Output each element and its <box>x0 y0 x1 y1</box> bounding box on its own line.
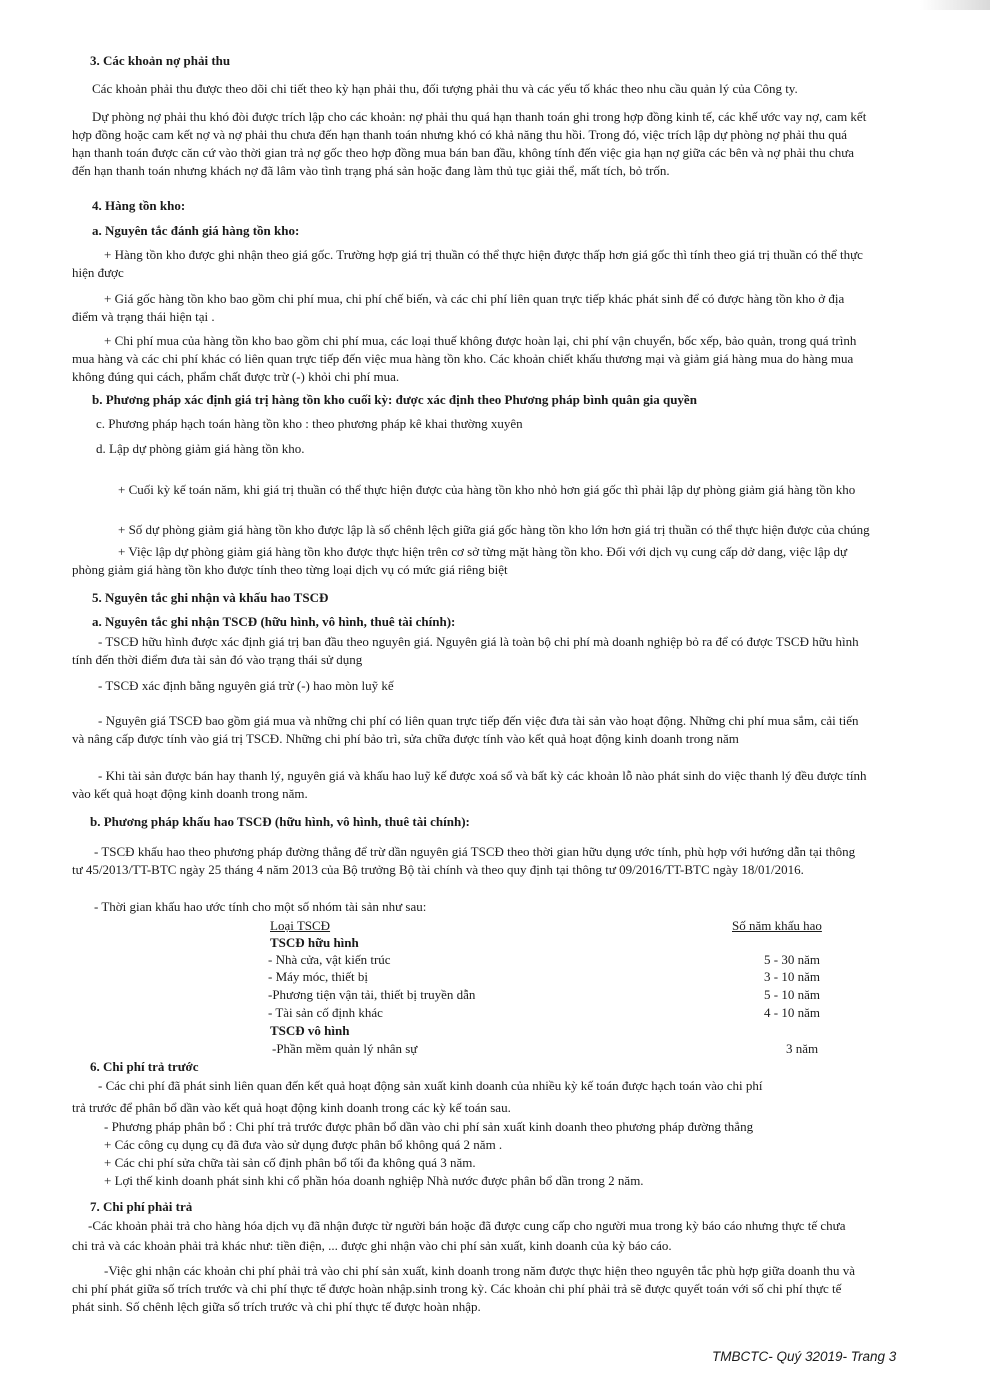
s4-d3-line: phòng giảm giá hàng tồn kho được tính theo từng loại dịch vụ có mức giá riêng biệt <box>72 562 508 577</box>
s5-a3-line: và nâng cấp được tính vào giá trị TSCĐ. Những chi phí bảo trì, sửa chữa được tính vào kết quả hoạt động kinh doanh trong năm <box>72 731 739 746</box>
s6-p5-line: + Lợi thế kinh doanh phát sinh khi cổ phần hóa doanh nghiệp Nhà nước được phân bổ dần trong 2 năm. <box>104 1173 644 1188</box>
s4-d1-line: + Cuối kỳ kế toán năm, khi giá trị thuần có thể thực hiện được của hàng tồn kho nhỏ hơn giá gốc thì phải lập dự phòng giảm giá hàng tồn kho <box>118 482 856 497</box>
s5-b1-line: - TSCĐ khấu hao theo phương pháp đường thẳng để trừ dần nguyên giá TSCĐ theo thời gian hữu dụng ước tính, phù hợp với hướng dẫn tại thông <box>94 844 856 859</box>
s4-a1-line: + Hàng tồn kho được ghi nhận theo giá gốc. Trường hợp giá trị thuần có thể thực hiện được thấp hơn giá gốc thì tính theo giá trị thuần có thể thực <box>104 247 863 262</box>
scan-corner-shadow <box>920 0 990 10</box>
s4-a3-line: không đúng qui cách, phẩm chất được trừ (-) khỏi chi phí mua. <box>72 369 400 384</box>
s4-a3-line: mua hàng và các chi phí khác có liên quan trực tiếp đến việc mua hàng tồn kho. Các khoản chiết khấu thương mại và giảm giá hàng mua do hàng mua <box>72 351 854 366</box>
s6-p1-line: - Các chi phí đã phát sinh liên quan đến kết quả hoạt động sản xuất kinh doanh của nhiều kỳ kế toán được hạch toán vào chi phí <box>98 1078 763 1093</box>
s3-p2-line: đến hạn thanh toán nhưng khách nợ đã lâm vào tình trạng phá sản hoặc đang làm thủ tục giải thể, mất tích, bỏ trốn. <box>72 163 670 178</box>
s7-p2-line: -Việc ghi nhận các khoản chi phí phải trả vào chi phí sản xuất, kinh doanh trong năm được thực hiện theo nguyên tắc phù hợp giữa doanh thu và <box>104 1263 856 1278</box>
s5-b-heading: b. Phương pháp khấu hao TSCĐ (hữu hình, vô hình, thuê tài chính): <box>90 814 470 829</box>
s7-p1-line: chi trả và các khoản phải trả khác như: tiền điện, ... được ghi nhận vào chi phí sản xuất, kinh doanh của kỳ báo cáo. <box>72 1238 672 1253</box>
s5-a4-line: - Khi tài sản được bán hay thanh lý, nguyên giá và khấu hao luỹ kế được xoá sổ và bất kỳ các khoản lỗ nào phát sinh do việc thanh lý đều được tính <box>98 768 867 783</box>
s5-a1-line: tính đến thời điểm đưa tài sản đó vào trạng thái sử dụng <box>72 652 363 667</box>
s3-p2-line: Dự phòng nợ phải thu khó đòi được trích lập cho các khoản: nợ phải thu quá hạn thanh toán ghi trong hợp đồng kinh tế, các khế ước vay nợ, cam kết <box>92 109 867 124</box>
s6-p1-line: trả trước để phân bổ dần vào kết quả hoạt động kinh doanh trong các kỳ kế toán sau. <box>72 1100 511 1115</box>
table-col-years: Số năm khấu hao <box>732 918 822 933</box>
table-col-asset-type: Loại TSCĐ <box>270 918 331 933</box>
table-row-years: 5 - 10 năm <box>764 987 820 1002</box>
section-3-heading: 3. Các khoản nợ phải thu <box>90 53 231 68</box>
table-row-asset: - Máy móc, thiết bị <box>268 969 369 984</box>
table-row-asset: - Tài sản cố định khác <box>268 1005 383 1020</box>
s6-p4-line: + Các chi phí sửa chữa tài sản cố định phân bổ tối đa không quá 3 năm. <box>104 1155 476 1170</box>
s5-b2-line: - Thời gian khấu hao ước tính cho một số nhóm tài sản như sau: <box>94 899 427 914</box>
s6-p3-line: + Các công cụ dụng cụ đã đưa vào sử dụng được phân bổ không quá 2 năm . <box>104 1137 503 1152</box>
s4-a-heading: a. Nguyên tắc đánh giá hàng tồn kho: <box>92 223 300 238</box>
s4-c-line: c. Phương pháp hạch toán hàng tồn kho : theo phương pháp kê khai thường xuyên <box>96 416 523 431</box>
section-5-heading: 5. Nguyên tắc ghi nhận và khấu hao TSCĐ <box>92 590 329 605</box>
s4-d2-line: + Số dự phòng giảm giá hàng tồn kho được lập là số chênh lệch giữa giá gốc hàng tồn kho lớn hơn giá trị thuần có thể thực hiện được của chúng <box>118 522 870 537</box>
s4-b-heading: b. Phương pháp xác định giá trị hàng tồn kho cuối kỳ: được xác định theo Phương pháp bình quân gia quyền <box>92 392 697 407</box>
s4-a3-line: + Chi phí mua của hàng tồn kho bao gồm chi phí mua, các loại thuế không được hoàn lại, chi phí vận chuyển, bốc xếp, bảo quản, trong quá trình <box>104 333 857 348</box>
s4-a2-line: + Giá gốc hàng tồn kho bao gồm chi phí mua, chi phí chế biến, và các chi phí liên quan trực tiếp khác phát sinh để có được hàng tồn kho ở địa <box>104 291 845 306</box>
table-group-intangible: TSCĐ vô hình <box>270 1023 350 1038</box>
s4-d3-line: + Việc lập dự phòng giảm giá hàng tồn kho được thực hiện trên cơ sở từng mặt hàng tồn kho. Đối với dịch vụ cung cấp dở dang, việc lập dự <box>118 544 848 559</box>
s5-a1-line: - TSCĐ hữu hình được xác định giá trị ban đầu theo nguyên giá. Nguyên giá là toàn bộ chi phí mà doanh nghiệp bỏ ra để có được TSCĐ hữu hình <box>98 634 859 649</box>
s4-a1-line: hiện được <box>72 265 124 280</box>
table-group-tangible: TSCĐ hữu hình <box>270 935 359 950</box>
s5-a3-line: - Nguyên giá TSCĐ bao gồm giá mua và những chi phí có liên quan trực tiếp đến việc đưa tài sản vào hoạt động. Những chi phí mua sắm, cải tiến <box>98 713 859 728</box>
s7-p1-line: -Các khoản phải trả cho hàng hóa dịch vụ đã nhận được từ người bán hoặc đã được cung cấp cho người mua trong kỳ báo cáo nhưng thực tế chưa <box>88 1218 846 1233</box>
table-row-asset: - Nhà cửa, vật kiến trúc <box>268 952 391 967</box>
table-row-years: 5 - 30 năm <box>764 952 820 967</box>
section-7-heading: 7. Chi phí phải trả <box>90 1199 193 1214</box>
section-4-heading: 4. Hàng tồn kho: <box>92 198 186 213</box>
table-row-asset: -Phần mềm quản lý nhân sự <box>272 1041 418 1056</box>
s7-p2-line: chi phí phát giữa số trích trước và chi phí thực tế được hoàn nhập.sinh trong kỳ. Các khoản chi phí phải trả sẽ được quyết toán với số chi phí thực tế <box>72 1281 842 1296</box>
s4-d-line: d. Lập dự phòng giảm giá hàng tồn kho. <box>96 441 305 456</box>
s7-p2-line: phát sinh. Số chênh lệch giữa số trích trước và chi phí thực tế được hoàn nhập. <box>72 1299 481 1314</box>
page-footer: TMBCTC- Quý 32019- Trang 3 <box>712 1349 897 1364</box>
table-row-years: 4 - 10 năm <box>764 1005 820 1020</box>
s3-paragraph-1: Các khoản phải thu được theo dõi chi tiết theo kỳ hạn phải thu, đối tượng phải thu và các yếu tố khác theo nhu cầu quản lý của Công ty. <box>92 81 798 96</box>
s5-a2-line: - TSCĐ xác định bằng nguyên giá trừ (-) hao mòn luỹ kế <box>98 678 394 693</box>
s5-a-heading: a. Nguyên tắc ghi nhận TSCĐ (hữu hình, vô hình, thuê tài chính): <box>92 614 456 629</box>
table-row-years: 3 - 10 năm <box>764 969 820 984</box>
table-row-years: 3 năm <box>786 1041 819 1056</box>
s3-p2-line: hợp đồng hoặc cam kết nợ và nợ phải thu chưa đến hạn thanh toán nhưng khó có khả năng thu hồi. Trong đó, việc trích lập dự phòng nợ phải thu quá <box>72 127 848 142</box>
s3-p2-line: hạn thanh toán được căn cứ vào thời gian trả nợ gốc theo hợp đồng mua bán ban đầu, không tính đến việc gia hạn nợ giữa các bên và nợ phải thu chưa <box>72 145 855 160</box>
s5-a4-line: vào kết quả hoạt động kinh doanh trong năm. <box>72 786 308 801</box>
table-row-asset: -Phương tiện vận tải, thiết bị truyền dẫn <box>268 987 476 1002</box>
section-6-heading: 6. Chi phí trả trước <box>90 1059 199 1074</box>
s5-b1-line: tư 45/2013/TT-BTC ngày 25 tháng 4 năm 2013 của Bộ trưởng Bộ tài chính và theo quy định tại thông tư 09/2016/TT-BTC ngày 18/01/2016. <box>72 862 804 877</box>
s4-a2-line: điểm và trạng thái hiện tại . <box>72 309 215 324</box>
s6-p2-line: - Phương pháp phân bổ : Chi phí trả trước được phân bổ dần vào chi phí sản xuất kinh doanh theo phương pháp đường thẳng <box>104 1119 754 1134</box>
